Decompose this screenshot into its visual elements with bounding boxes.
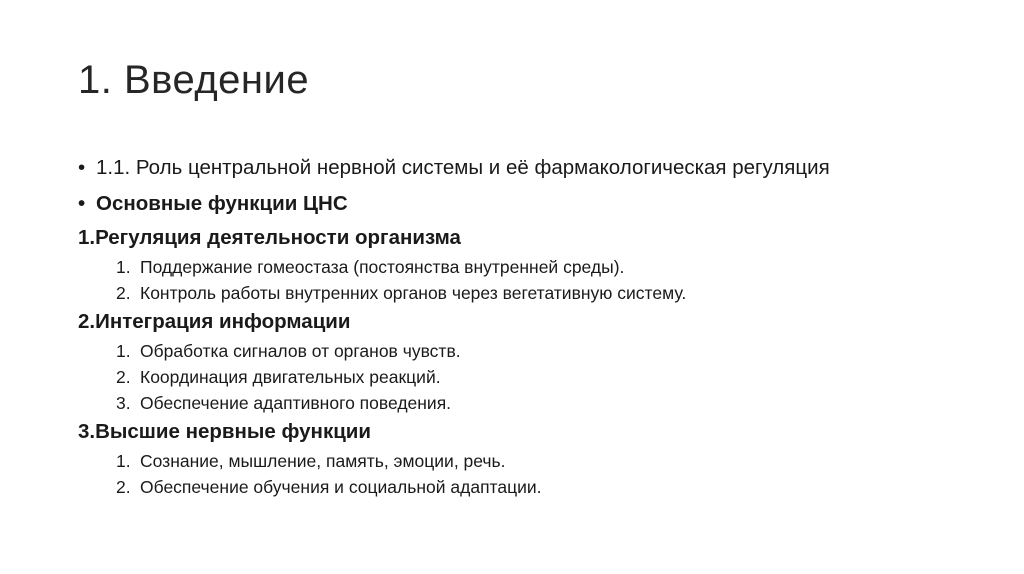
list-text: Поддержание гомеостаза (постоянства внутренней среды). xyxy=(140,257,625,277)
list-text: Сознание, мышление, память, эмоции, речь. xyxy=(140,451,506,471)
section-heading: 3.Высшие нервные функции xyxy=(78,420,372,443)
list-number: 1. xyxy=(116,451,131,471)
list-item xyxy=(78,280,978,306)
slide-content xyxy=(78,150,978,500)
list-text: Обеспечение адаптивного поведения. xyxy=(140,393,452,413)
list-number: 2. xyxy=(116,283,131,303)
section-heading: 2.Интеграция информации xyxy=(78,310,351,333)
list-number: 2. xyxy=(116,367,131,387)
bullet-item xyxy=(78,186,978,222)
bullet-item xyxy=(78,150,978,186)
list-text: Координация двигательных реакций. xyxy=(140,367,441,387)
slide-title: 1. Введение xyxy=(78,58,310,102)
list-number: 1. xyxy=(116,341,131,361)
list-item xyxy=(78,338,978,364)
bullet-text: Основные функции ЦНС xyxy=(96,192,348,215)
list-text: Контроль работы внутренних органов через вегетативную систему. xyxy=(140,283,687,303)
bullet-text: 1.1. Роль центральной нервной системы и её фармакологическая регуляция xyxy=(96,156,830,179)
bullet-marker: • xyxy=(78,192,86,215)
list-text: Обеспечение обучения и социальной адаптации. xyxy=(140,477,542,497)
list-number: 2. xyxy=(116,477,131,497)
list-item xyxy=(78,448,978,474)
list-item xyxy=(78,254,978,280)
list-item xyxy=(78,474,978,500)
list-item xyxy=(78,364,978,390)
section-heading: 1.Регуляция деятельности организма xyxy=(78,226,461,249)
list-number: 3. xyxy=(116,393,131,413)
list-item xyxy=(78,390,978,416)
list-text: Обработка сигналов от органов чувств. xyxy=(140,341,461,361)
bullet-marker: • xyxy=(78,156,86,179)
list-number: 1. xyxy=(116,257,131,277)
